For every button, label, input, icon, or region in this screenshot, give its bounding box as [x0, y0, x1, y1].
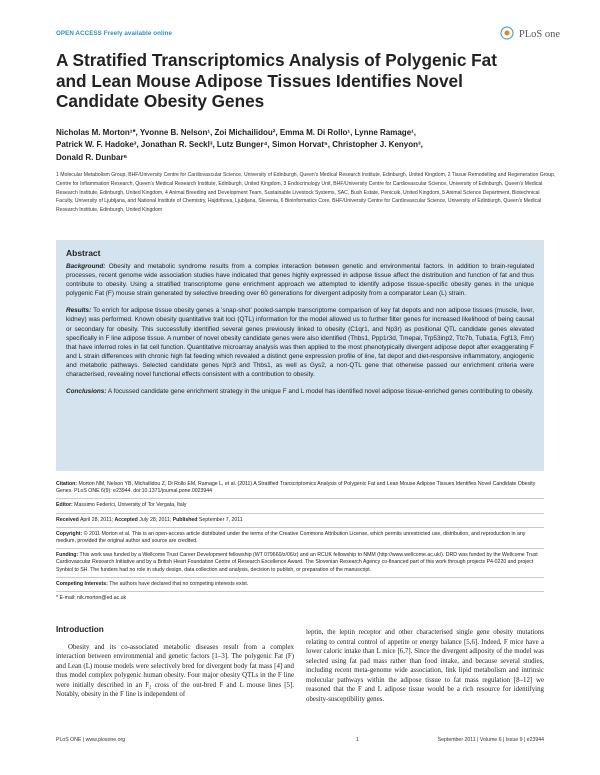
abstract-background: Background: Obesity and metabolic syndrome results from a complex interaction between genetic and environmental factors. In addition to brain-regulated processes, recent genome wide association studies have indicated that genes highly expressed in adipose tissue affect the distribution and function of fat and thus contribute to obesity. Using a stratified transcriptome gene enrichment approach we attempted to identify adipose tissue-specific obesity genes in the unique polygenic Fat (F) mouse strain generated by selective breeding over 60 generations for divergent adiposity from a comparator Lean (L) strain.: [66, 263, 534, 298]
author-email[interactable]: * E-mail: nik.morton@ed.ac.uk: [56, 595, 127, 602]
article-title: A Stratified Transcriptomics Analysis of Polygenic Fat and Lean Mouse Adipose Tissues Identifies Novel Candidate Obesity Genes: [56, 50, 497, 111]
open-access-label: [56, 30, 172, 37]
author-line: Patrick W. F. Hadoke³, Jonathan R. Seckl³, Lutz Bunger⁴, Simon Horvat⁵, Christopher J. Kenyon³,: [56, 140, 423, 150]
page-header: [56, 26, 560, 46]
footer-issue: September 2011 | Volume 6 | Issue 9 | e23944: [437, 737, 544, 743]
author-line: Nicholas M. Morton¹*, Yvonne B. Nelson¹, Zoi Michailidou², Emma M. Di Rollo¹, Lynne Ramage¹,: [56, 128, 417, 137]
article-metadata: [56, 478, 544, 605]
abstract-heading: Abstract: [66, 248, 101, 258]
intro-heading: Introduction: [56, 625, 104, 634]
intro-paragraph-left: Obesity and its co-associated metabolic diseases result from a complex interaction between environmental and genetic factors [1–3]. The polygenic Fat (F) and Lean (L) mouse models were selectively bred for divergent body fat mass [4] and thus model complex polygenic human obesity. Four major obesity QTLs in the F line were initially described in an F₂ cross of the out-bred F and L mouse lines [5]. Notably, obesity in the F line is independent of: [56, 643, 294, 699]
journal-logo-text: PLoS one: [518, 29, 560, 40]
footer-journal: PLoS ONE | www.plosone.org: [56, 737, 126, 743]
affiliations: 1 Molecular Metabolism Group, BHF/University Centre for Cardiovascular Science, University of Edinburgh, Queen's Medical Research Institute, Edinburgh, United Kingdom, 2 Tissue Remodelling and Regeneration Group, Centre for Inflammation Research, Queen's Medical Research Institute, Edinburgh, United Kingdom, 3 Endocrinology Unit, BHF/University Centre for Cardiovascular Science, University of Edinburgh, Queen's Medical Research Institute, Edinburgh, United Kingdom, 4 Animal Breeding and Development Team, Sustainable Livestock Systems, SAC, Bush Estate, Penicuik, United Kingdom, 5 Animal Science Department, Biotechnical Faculty, University of Ljubljana, and National Institute of Chemistry, Hajdrihova, Ljubljana, Slovenia, 6 Bioinformatics Core, BHF/University Centre for Cardiovascular Science, University of Edinburgh, Queen's Medical Research Institute, Edinburgh, United Kingdom: [56, 172, 556, 214]
copyright-row: Copyright: © 2011 Morton et al. This is an open-access article distributed under the terms of the Creative Commons Attribution License, which permits unrestricted use, distribution, and reproduction in any medium, provided the original author and source are credited.: [56, 528, 544, 549]
abstract-results: Results: To enrich for adipose tissue obesity genes a 'snap-shot' pooled-sample transcriptome comparison of key fat depots and non adipose tissues (muscle, liver, kidney) was performed. Known obesity quantitative trait loci (QTL) information for the model allowed us to further filter genes for increased likelihood of being causal or secondary for obesity. This successfully identified several genes previously linked to obesity (C1qr1, and Np3r) as positional QTL candidate genes elevated specifically in F line adipose tissue. A number of novel obesity candidate genes were also identified (Thbs1, Ppp1r3d, Tmepai, Trp53inp2, Ttc7b, Tuba1a, Fgf13, Fmr) that have inferred roles in fat cell function. Quantitative microarray analysis was then applied to the most phenotypically divergent adipose depot after exaggerating F and L strain differences with chronic high fat feeding which revealed a distinct gene expression profile of line, fat depot and diet-responsive inflammatory, angiogenic and metabolic pathways. Selected candidate genes Npr3 and Thbs1, as well as Gys2, a non-QTL gene that otherwise passed our enrichment criteria were characterised, revealing novel functional effects consistent with a contribution to obesity.: [66, 307, 534, 379]
dates-row: Received April 28, 2011; Accepted July 28, 2011; Published September 7, 2011: [56, 514, 544, 528]
intro-left-column: [56, 625, 294, 700]
abstract-box: [56, 240, 544, 471]
intro-paragraph-right: leptin, the leptin receptor and other characterised single gene obesity mutations relating to central control of appetite or energy balance [5,6]. Indeed, F mice have a lower caloric intake than L mice [6,7]. Since the divergent adiposity of the model was selected using fat pad mass rather than food intake, and because several studies, including recent meta-genome wide association, link lipid metabolism and intrinsic molecular pathways within the adipose tissue to fat mass regulation [8–12] we reasoned that the F and L adipose tissue would be a rich resource for identifying obesity-susceptibility genes.: [306, 629, 544, 703]
plos-logo-icon: [500, 26, 514, 40]
citation-row: Citation: Morton NM, Nelson YB, Michailidou Z, Di Rollo EM, Ramage L, et al. (2011) A Stratified Transcriptomics Analysis of Polygenic Fat and Lean Mouse Adipose Tissues Identifies Novel Candidate Obesity Genes. PLoS ONE 6(9): e23944. doi:10.1371/journal.pone.0023944: [56, 478, 544, 499]
journal-logo: [500, 26, 560, 40]
page-number: 1: [356, 737, 359, 743]
competing-interests-row: Competing Interests: The authors have declared that no competing interests exist.: [56, 578, 544, 592]
abstract-conclusions: Conclusions: A focussed candidate gene enrichment strategy in the unique F and L model has identified novel adipose tissue-enriched genes contributing to obesity.: [66, 388, 534, 396]
author-line: Donald R. Dunbar⁶: [56, 152, 128, 162]
editor-row: Editor: Massimo Federici, University of Tor Vergata, Italy: [56, 499, 544, 513]
email-row: [56, 592, 544, 605]
author-list: [56, 127, 556, 164]
intro-right-column: [306, 628, 544, 704]
funding-row: Funding: This work was funded by a Wellcome Trust Career Development fellowship (WT 079660/z/06/z) and an RCUK fellowship to NMM (http://www.wellcome.ac.uk/). DRD was funded by the Wellcome Trust Cardiovascular Research Initiative and by a British Heart Foundation Centre of Research Excellence Award. The Slovenian Research Agency co-financed part of this work through projects P4-0220 and project Synbiol to SH. The funders had no role in study design, data collection and analysis, decision to publish, or preparation of the manuscript.: [56, 549, 544, 578]
open-access-text: OPEN ACCESS Freely available online: [56, 30, 173, 37]
